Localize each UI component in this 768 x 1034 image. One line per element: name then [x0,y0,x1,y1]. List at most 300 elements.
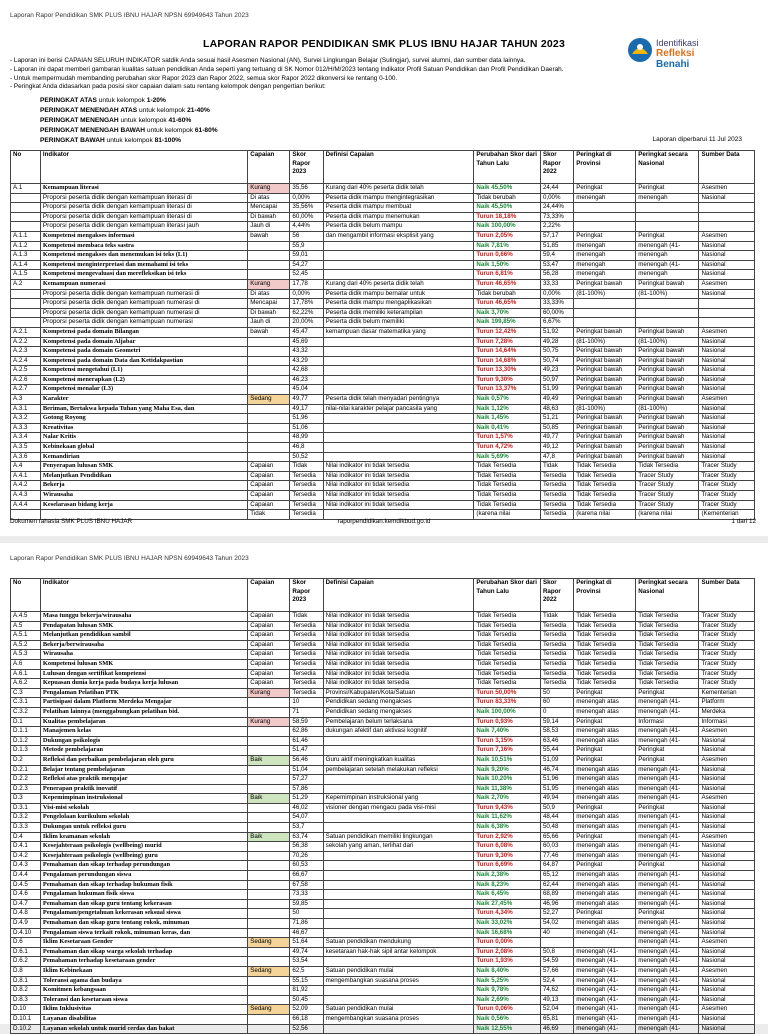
cell-capaian: Capaian [248,491,290,501]
cell-source: Nasional [699,947,755,957]
cell-change: Naik 0,56% [474,1014,541,1024]
cell-definition: Kepemimpinan instruksional yang [323,794,474,804]
table-row [11,650,755,660]
cell-score-2022: 47,8 [540,452,573,462]
cell-score-2022: 6,67% [540,318,573,328]
table-row [11,794,755,804]
cell-no: A.2.7 [11,385,41,395]
cell-capaian [248,1024,290,1034]
cell-rank-national: Peringkat bawah [636,433,699,443]
cell-capaian: Capaian [248,612,290,622]
cell-no: D.4.10 [11,928,41,938]
cell-rank-province [574,212,636,222]
cell-change: Turun 46,65% [474,299,541,309]
cell-score-2023: 46,8 [290,443,323,453]
cell-rank-national [636,299,699,309]
cell-change: Tidak Tersedia [474,669,541,679]
cell-capaian [248,976,290,986]
cell-change: Naik 6,38% [474,823,541,833]
cell-definition [323,890,474,900]
cell-score-2022: 74,62 [540,986,573,996]
cell-capaian [248,909,290,919]
cell-rank-province: Tidak Tersedia [574,462,636,472]
cell-change: Naik 9,78% [474,986,541,996]
cell-no: D.4.2 [11,851,41,861]
cell-source: Nasional [699,880,755,890]
table-row [11,337,755,347]
cell-capaian: bawah [248,231,290,241]
cell-indicator: Proporsi peserta didik dengan kemampuan numerasi di [40,299,247,309]
cell-score-2022 [540,938,573,948]
table-row [11,851,755,861]
cell-definition: pembelajaran setelah melakukan refleksi [323,765,474,775]
cell-score-2023: 51,04 [290,765,323,775]
cell-indicator: Kepemimpinan instruksional [40,794,247,804]
indicator-table [10,150,755,520]
cell-no: C.3.1 [11,698,41,708]
cell-no: D.8 [11,966,41,976]
table-row [11,928,755,938]
cell-definition: visioner dengan mengacu pada visi-misi [323,803,474,813]
cell-rank-national: menengah (41- [636,260,699,270]
cell-indicator: Proporsi peserta didik dengan kemampuan numerasi [40,318,247,328]
table-row [11,823,755,833]
cell-indicator: Beriman, Bertakwa kepada Tuhan yang Maha Esa, dan [40,404,247,414]
cell-capaian: bawah [248,327,290,337]
cell-change: Turun 3,15% [474,736,541,746]
cell-capaian: Di atas [248,289,290,299]
cell-rank-province: menengah atas [574,890,636,900]
cell-rank-national: Peringkat bawah [636,385,699,395]
table-row [11,1014,755,1024]
cell-no: A.3.6 [11,452,41,462]
cell-change: Naik 11,38% [474,784,541,794]
cell-capaian: Capaian [248,462,290,472]
cell-definition: Peserta didik mampu mengintegrasikan [323,193,474,203]
cell-source: Nasional [699,337,755,347]
cell-source: Tracer Study [699,491,755,501]
cell-score-2023: 17,78% [290,299,323,309]
cell-rank-national: Peringkat [636,755,699,765]
cell-definition [323,746,474,756]
cell-definition [323,433,474,443]
cell-rank-national: Tidak Tersedia [636,669,699,679]
cell-score-2023: 62,86 [290,727,323,737]
cell-score-2023: 50 [290,909,323,919]
cell-rank-province: menengah atas [574,871,636,881]
cell-score-2023: Tersedia [290,631,323,641]
cell-change: Turun 4,72% [474,443,541,453]
cell-indicator: Kompetensi lulusan SMK [40,659,247,669]
table-row [11,347,755,357]
cell-score-2023: 50,52 [290,452,323,462]
cell-indicator: Melanjutkan Pendidikan [40,471,247,481]
cell-rank-national: menengah (41- [636,995,699,1005]
cell-capaian: Baik [248,832,290,842]
cell-rank-national: Peringkat [636,861,699,871]
cell-indicator: Iklim Kesetaraan Gender [40,938,247,948]
cell-source: Nasional [699,260,755,270]
cell-score-2022: 49,23 [540,366,573,376]
cell-rank-province: menengah [574,193,636,203]
cell-capaian: Mencapai [248,203,290,213]
cell-capaian: Capaian [248,500,290,510]
cell-rank-province: menengah atas [574,727,636,737]
cell-source: Nasional [699,414,755,424]
cell-rank-province: Peringkat [574,861,636,871]
cell-score-2023: 55,9 [290,241,323,251]
cell-score-2022: 51,21 [540,414,573,424]
cell-score-2022: 58,53 [540,727,573,737]
cell-definition [323,784,474,794]
cell-change: Turun 14,64% [474,347,541,357]
cell-no: A.4 [11,462,41,472]
cell-change: Turun 14,68% [474,356,541,366]
cell-score-2022: 65,81 [540,1014,573,1024]
table-row [11,698,755,708]
cell-change: Naik 10,20% [474,775,541,785]
cell-capaian [248,803,290,813]
cell-source: Nasional [699,861,755,871]
cell-score-2023: Tersedia [290,688,323,698]
cell-capaian: Sedang [248,938,290,948]
cell-rank-national: Tidak Tersedia [636,462,699,472]
cell-definition: Kurang dari 40% peserta didik telah [323,279,474,289]
cell-indicator: Proporsi peserta didik dengan kemampuan literasi jauh [40,222,247,232]
cell-source: Asesmen [699,755,755,765]
cell-definition [323,443,474,453]
cell-definition [323,260,474,270]
cell-source: Nasional [699,775,755,785]
cell-score-2023: 60,53 [290,861,323,871]
cell-no [11,193,41,203]
cell-change: Turun 46,65% [474,279,541,289]
cell-definition [323,823,474,833]
table-row [11,966,755,976]
cell-source: Nasional [699,356,755,366]
cell-score-2023: 51,64 [290,938,323,948]
cell-score-2022: Tidak [540,612,573,622]
table-row [11,241,755,251]
cell-no: C.3 [11,688,41,698]
cell-score-2022: 48,63 [540,404,573,414]
cell-rank-province: menengah [574,241,636,251]
cell-no: A.2.5 [11,366,41,376]
cell-score-2022: 51,99 [540,385,573,395]
cell-no: A.3.1 [11,404,41,414]
cell-definition: Satuan pendidikan mendukung [323,938,474,948]
cell-capaian: Capaian [248,481,290,491]
cell-score-2022: Tersedia [540,621,573,631]
cell-indicator: Kompetensi pada domain Geometri [40,347,247,357]
cell-indicator: Dukungan untuk refleksi guru [40,823,247,833]
cell-no [11,318,41,328]
table-row [11,631,755,641]
cell-definition: Pendidikan sedang mengakses [323,707,474,717]
cell-definition [323,414,474,424]
cell-capaian: Baik [248,794,290,804]
cell-source: Asesmen [699,727,755,737]
cell-change: Tidak Tersedia [474,659,541,669]
cell-rank-province: Tidak Tersedia [574,481,636,491]
cell-rank-province: Peringkat bawah [574,327,636,337]
cell-no: D.3.3 [11,823,41,833]
cell-rank-national: menengah (41- [636,919,699,929]
cell-change: Turun 12,42% [474,327,541,337]
cell-rank-province: Peringkat [574,909,636,919]
cell-indicator: Kreativitas [40,423,247,433]
cell-capaian [248,746,290,756]
column-header: Peringkat secara Nasional [636,579,699,612]
table-row [11,270,755,280]
cell-rank-province: menengah atas [574,765,636,775]
cell-rank-province: menengah atas [574,899,636,909]
table-row [11,775,755,785]
cell-indicator: Iklim Inklusivitas [40,1005,247,1015]
cell-change: Tidak berubah [474,289,541,299]
cell-source: Informasi [699,717,755,727]
cell-indicator: Pemahaman dan sikap guru tentang rokok, minuman [40,919,247,929]
table-row [11,621,755,631]
cell-definition [323,270,474,280]
cell-rank-national: Peringkat bawah [636,423,699,433]
table-row [11,765,755,775]
cell-score-2022: 49,49 [540,395,573,405]
cell-rank-national: menengah (41- [636,794,699,804]
table-row [11,231,755,241]
cell-source: Nasional [699,976,755,986]
cell-score-2023: 43,29 [290,356,323,366]
cell-score-2022: 2,22% [540,222,573,232]
cell-source: Tracer Study [699,659,755,669]
cell-definition: Peserta didik mampu bernalar untuk [323,289,474,299]
cell-rank-province: Tidak Tersedia [574,491,636,501]
cell-score-2023: 43,32 [290,347,323,357]
cell-no: A.3.2 [11,414,41,424]
cell-rank-national: Peringkat bawah [636,279,699,289]
page-header: Laporan Rapor Pendidikan SMK PLUS IBNU HAJAR NPSN 69949643 Tahun 2023 [10,12,249,19]
table-row [11,481,755,491]
cell-score-2022: 0,00% [540,193,573,203]
cell-change: Tidak berubah [474,193,541,203]
table-row [11,755,755,765]
cell-indicator: Pengalaman perundungan siswa [40,871,247,881]
column-header: Sumber Data [699,579,755,612]
cell-indicator: Partisipasi dalam Platform Merdeka Mengajar [40,698,247,708]
cell-source: Nasional [699,746,755,756]
cell-rank-province: Tidak Tersedia [574,650,636,660]
cell-change: Turun 9,30% [474,851,541,861]
cell-capaian [248,899,290,909]
cell-rank-province: Peringkat [574,803,636,813]
cell-change: Tidak Tersedia [474,462,541,472]
cell-indicator: Pengalaman hukuman fisik siswa [40,890,247,900]
cell-rank-province: Peringkat bawah [574,366,636,376]
cell-score-2023: Tersedia [290,621,323,631]
cell-change: Turun 4,34% [474,909,541,919]
table-row [11,707,755,717]
cell-source [699,212,755,222]
cell-rank-national: Tidak Tersedia [636,650,699,660]
table-row [11,842,755,852]
cell-no: D.3.1 [11,803,41,813]
cell-source: Asesmen [699,279,755,289]
cell-change: Naik 100,00% [474,707,541,717]
cell-no: D.6.2 [11,957,41,967]
cell-rank-province: Peringkat bawah [574,347,636,357]
table-row [11,193,755,203]
cell-change: Turun 1,93% [474,957,541,967]
cell-definition: Peserta didik telah menyadari pentingnya [323,395,474,405]
cell-score-2022: 63,46 [540,736,573,746]
cell-no: A.5 [11,621,41,631]
cell-change: Naik 7,81% [474,241,541,251]
cell-source: Platform [699,698,755,708]
cell-definition: dan mengambil informasi eksplisit yang [323,231,474,241]
cell-score-2023: 20,00% [290,318,323,328]
cell-definition: Nilai indikator ini tidak tersedia [323,471,474,481]
cell-score-2023: 45,04 [290,385,323,395]
cell-capaian: Tidak [248,510,290,520]
cell-capaian [248,404,290,414]
cell-no [11,212,41,222]
cell-change: Turun 50,00% [474,688,541,698]
cell-capaian [248,452,290,462]
cell-no: A.2.3 [11,347,41,357]
cell-capaian: Sedang [248,395,290,405]
cell-no: A.2.2 [11,337,41,347]
cell-score-2023: 49,74 [290,947,323,957]
cell-score-2022: Tidak [540,462,573,472]
cell-source: Nasional [699,928,755,938]
cell-rank-province [574,222,636,232]
cell-score-2022: 53,47 [540,260,573,270]
cell-source: Tracer Study [699,481,755,491]
cell-rank-province: Peringkat [574,755,636,765]
cell-rank-province: Tidak Tersedia [574,621,636,631]
cell-definition [323,957,474,967]
cell-capaian: Capaian [248,631,290,641]
cell-rank-province: menengah atas [574,880,636,890]
cell-rank-national: menengah (41- [636,871,699,881]
cell-score-2023: Tersedia [290,640,323,650]
cell-rank-province: (81-100%) [574,337,636,347]
cell-change: Naik 33,02% [474,919,541,929]
cell-definition: Peserta didik mampu mengaplikasikan [323,299,474,309]
cell-no: D.1.2 [11,736,41,746]
cell-rank-national: menengah (41- [636,241,699,251]
cell-indicator: Wirausaha [40,491,247,501]
cell-rank-province: menengah atas [574,842,636,852]
table-row [11,308,755,318]
cell-source: Asesmen [699,832,755,842]
column-header: Sumber Data [699,151,755,184]
cell-score-2022: 73,33% [540,212,573,222]
logo-text-2: Refleksi [656,48,695,59]
cell-score-2022: 50,48 [540,823,573,833]
cell-indicator: Kualitas pembelajaran [40,717,247,727]
cell-indicator: Layanan sekolah untuk murid cerdas dan bakat [40,1024,247,1034]
cell-indicator: Kompetensi pada domain Data dan Ketidakpastian [40,356,247,366]
cell-score-2023: 52,45 [290,270,323,280]
cell-definition [323,251,474,261]
intro-line: - Peringkat Anda didasarkan pada posisi skor capaian dalam satu rentang kelompok dengan pengertian berikut: [10,83,326,91]
table-row [11,947,755,957]
cell-score-2023: 51,47 [290,746,323,756]
cell-definition: mengembangkan suasana proses [323,1014,474,1024]
cell-capaian: Kurang [248,688,290,698]
cell-source: Nasional [699,909,755,919]
cell-rank-province: Tidak Tersedia [574,659,636,669]
cell-rank-province: Peringkat bawah [574,433,636,443]
cell-change: Tidak Tersedia [474,679,541,689]
cell-rank-province: menengah (41- [574,976,636,986]
cell-definition [323,986,474,996]
cell-definition: kemampuan dasar matematika yang [323,327,474,337]
cell-no: A.2 [11,279,41,289]
cell-no [11,299,41,309]
cell-rank-province: menengah [574,270,636,280]
cell-change: Tidak Tersedia [474,650,541,660]
cell-capaian [248,813,290,823]
cell-rank-province: menengah (41- [574,995,636,1005]
report-page-2 [0,543,768,1032]
cell-source [699,308,755,318]
cell-rank-national: menengah (41- [636,1024,699,1034]
cell-capaian [248,366,290,376]
cell-rank-national: Peringkat bawah [636,347,699,357]
cell-score-2023: Tersedia [290,679,323,689]
cell-no: A.4.5 [11,612,41,622]
cell-rank-province: Tidak Tersedia [574,679,636,689]
cell-indicator: Pengelolaan kurikulum sekolah [40,813,247,823]
cell-indicator: Kemampuan numerasi [40,279,247,289]
cell-indicator: Masa tunggu bekerja/wirausaha [40,612,247,622]
table-row [11,976,755,986]
cell-indicator: Kompetensi mengakses informasi [40,231,247,241]
cell-change: Naik 5,25% [474,976,541,986]
cell-indicator: Kesejahteraan psikologis (wellbeing) murid [40,842,247,852]
cell-change: Turun 9,43% [474,803,541,813]
cell-score-2023: 54,07 [290,813,323,823]
updated-date: Laporan diperbarui 11 Jul 2023 [652,136,742,143]
cell-capaian [248,423,290,433]
column-header: Skor Rapor 2023 [290,151,323,184]
cell-score-2023: 62,22% [290,308,323,318]
cell-score-2022: 0,00% [540,289,573,299]
column-header: Peringkat di Provinsi [574,151,636,184]
cell-no: D.3.2 [11,813,41,823]
cell-source: Nasional [699,851,755,861]
cell-capaian: Capaian [248,621,290,631]
cell-capaian: Capaian [248,471,290,481]
table-row [11,289,755,299]
cell-no: D.4.6 [11,890,41,900]
column-header: No [11,579,41,612]
table-row [11,1024,755,1034]
cell-score-2022: 40 [540,928,573,938]
cell-score-2023: 60,00% [290,212,323,222]
cell-score-2023: 0,00% [290,289,323,299]
cell-score-2023: Tersedia [290,650,323,660]
footer-left: Dokumen rahasia SMK PLUS IBNU HAJAR [10,518,133,525]
cell-rank-province: menengah (41- [574,966,636,976]
cell-indicator: Proporsi peserta didik dengan kemampuan numerasi di [40,308,247,318]
cell-rank-national: Tracer Study [636,491,699,501]
cell-definition: Pembelajaran belum terlaksana [323,717,474,727]
cell-no: D.1 [11,717,41,727]
cell-no: D.2 [11,755,41,765]
